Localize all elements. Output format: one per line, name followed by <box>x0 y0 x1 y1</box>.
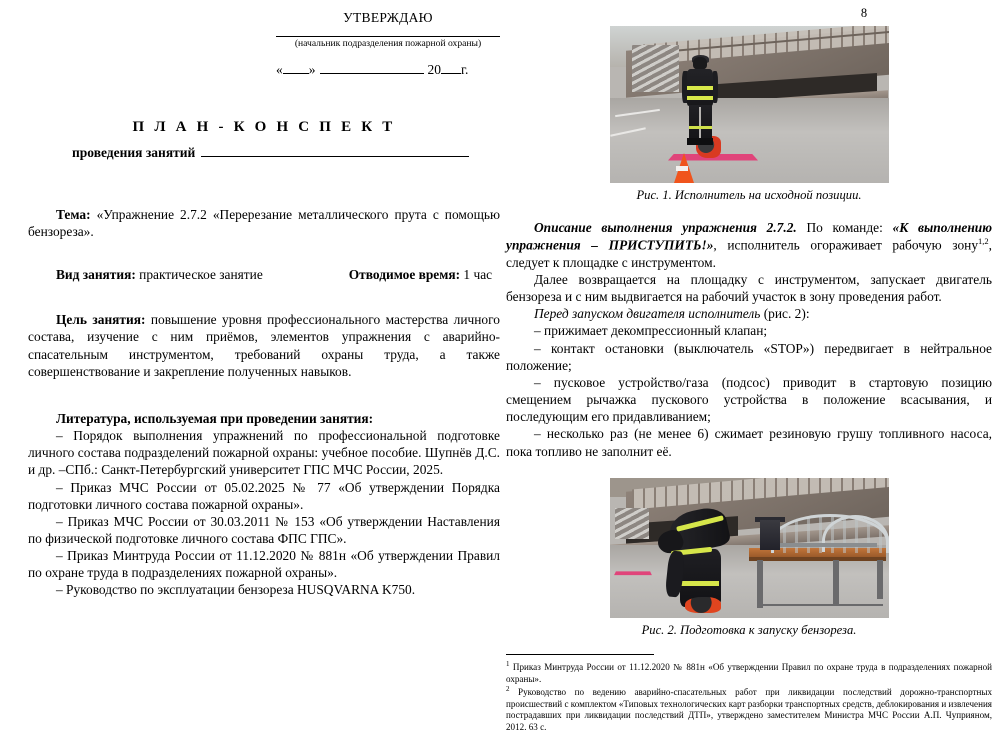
right-column <box>506 6 992 743</box>
page-title: П Л А Н - К О Н С П Е К Т <box>132 118 396 135</box>
firefighter-preparing-saw-photo <box>610 478 889 618</box>
footnote-1-text: Приказ Минтруда России от 11.12.2020 № 881н «Об утверждении Правил по охране труда в подразделениях пожарной охраны». <box>506 662 992 684</box>
work-table-edge <box>749 557 886 561</box>
table-leg <box>877 560 883 599</box>
firefighter-bending-figure <box>660 508 733 609</box>
literature-item: – Приказ Минтруда России от 11.12.2020 № 881н «Об утверждении Правил по охране труда в подразделениях пожарной охраны». <box>28 548 500 581</box>
lesson-type-paragraph <box>28 266 500 283</box>
year-suffix: г. <box>461 61 469 77</box>
footnote-ref-12: 1,2 <box>978 236 989 247</box>
footnote-separator-rule <box>506 654 654 655</box>
lesson-type-text: практическое занятие <box>135 267 263 283</box>
topic-text: «Упражнение 2.7.2 «Перерезание металлического прута с помощью бензореза». <box>28 206 500 239</box>
footnote-1 <box>506 660 992 685</box>
literature-heading: Литература, используемая при проведении занятия: <box>56 410 374 426</box>
subtitle-label: проведения занятий <box>72 144 196 160</box>
cutoff-saw <box>685 597 721 614</box>
step-item: – прижимает декомпрессионный клапан; <box>534 323 768 339</box>
description-after: По команде: <box>796 220 893 235</box>
subtitle-blank-rule <box>201 144 469 157</box>
figure-2 <box>506 478 992 638</box>
figure-2-caption: Рис. 2. Подготовка к запуску бензореза. <box>641 622 857 637</box>
quote-close: » <box>308 61 316 77</box>
approval-block <box>276 10 500 79</box>
description-label: Описание выполнения упражнения 2.7.2. <box>534 220 797 235</box>
traffic-cone-band <box>676 166 688 171</box>
approve-subtitle: (начальник подразделения пожарной охраны) <box>294 37 482 49</box>
table-leg <box>757 560 763 608</box>
approve-title: УТВЕРЖДАЮ <box>343 10 433 25</box>
time-text: 1 час <box>460 267 493 283</box>
date-row <box>276 62 500 79</box>
subtitle-row <box>72 144 500 161</box>
vise-clamp <box>760 520 780 551</box>
head <box>693 57 707 69</box>
month-blank <box>320 62 424 74</box>
paragraph-2: Далее возвращается на площадку с инструментом, запускает двигатель бензореза и с ним выдвигается на рабочий участок в зону проведения работ. <box>506 271 992 305</box>
step-item: – контакт остановки (выключатель «STOP») передвигает в нейтральное положение; <box>506 340 992 373</box>
description-tail-b: , следует к площадке с инструментом. <box>506 237 992 270</box>
description-paragraph <box>506 219 992 271</box>
year-prefix: 20 <box>427 61 441 77</box>
figure-1 <box>506 26 992 203</box>
footnote-2-text: Руководство по ведению аварийно-спасательных работ при ликвидации последствий дорожно-транспортных происшествий с комплектом «Типовых технологических карт разборки транспортных средств, деблокирования и извлечения пострадавших при ликвидации последствий ДТП», утверждено заместителем Министра МЧС России А.П. Чуприяном, 2012. 63 с. <box>506 687 992 732</box>
photo-scene <box>610 478 889 618</box>
literature-item: – Руководство по эксплуатации бензореза HUSQVARNA K750. <box>56 582 416 598</box>
quote-open: « <box>276 61 283 77</box>
leg-stripe <box>681 581 719 586</box>
topic-paragraph <box>28 206 500 240</box>
goal-label: Цель занятия: <box>56 312 146 328</box>
page-number: 8 <box>860 6 868 20</box>
photo-scene <box>610 26 889 183</box>
literature-item: – Порядок выполнения упражнений по профессиональной подготовке личного состава подразделений пожарной охраны: учебное пособие. Шупнёв Д.С. и др. –СПб.: Санкт-Петербургский университет ГПС МЧС России, 2025. <box>28 428 500 478</box>
year-blank <box>441 62 461 74</box>
footnote-2 <box>506 685 992 733</box>
command-text: «К выполнению упражнения – ПРИСТУПИТЬ!» <box>506 220 992 253</box>
figure-1-caption: Рис. 1. Исполнитель на исходной позиции. <box>636 188 862 202</box>
metal-bar-stock <box>777 543 877 546</box>
before-start-after: (рис. 2): <box>760 306 810 322</box>
pink-mat <box>614 571 652 575</box>
literature-item: – Приказ МЧС России от 05.02.2025 № 77 «Об утверждении Порядка подготовки личного состава пожарной охраны». <box>28 479 500 512</box>
literature-item: – Приказ МЧС России от 30.03.2011 № 153 «Об утверждении Наставления по физической подготовке личного состава ФПС ГПС». <box>28 513 500 546</box>
day-blank <box>283 62 309 74</box>
step-item: – несколько раз (не менее 6) сжимает резиновую грушу топливного насоса, пока топливо не заполнит её. <box>506 426 992 459</box>
leg-gap <box>699 107 701 139</box>
firefighter-figure <box>685 57 716 145</box>
footnote-2-marker: 2 <box>506 685 510 694</box>
table-cross-bar <box>757 604 883 607</box>
before-start-paragraph <box>506 305 992 322</box>
footnote-1-marker: 1 <box>506 660 510 668</box>
description-tail-a: , исполнитель огораживает рабочую зону <box>713 237 979 253</box>
topic-label: Тема: <box>56 206 91 222</box>
reflective-stripe <box>687 86 713 90</box>
time-label: Отводимое время: <box>348 267 461 283</box>
stairs <box>615 508 648 539</box>
goal-text: повышение уровня профессионального мастерства личного состава, изучение с ним приёмов, элементов упражнения с аварийно-спасательным инструментом, требований охраны труда, а также совершенствование и закрепление полученных навыков. <box>28 312 500 379</box>
footnotes-block <box>506 654 992 733</box>
approve-signature-rule <box>276 36 500 37</box>
boots <box>687 138 713 145</box>
step-item: – пусковое устройство/газа (подсос) приводит в стартовую позицию смещением рычажка пускового устройства в положение всасывания, и последующим его придавливанием; <box>506 374 992 425</box>
left-column <box>28 10 500 733</box>
knee-stripe <box>689 126 712 130</box>
firefighter-start-position-photo <box>610 26 889 183</box>
table-leg <box>833 560 839 605</box>
lesson-type-label: Вид занятия: <box>56 267 136 283</box>
before-start-label: Перед запуском двигателя исполнитель <box>534 306 761 322</box>
goal-paragraph <box>28 311 500 380</box>
stairs <box>632 45 679 92</box>
reflective-stripe <box>687 96 713 100</box>
